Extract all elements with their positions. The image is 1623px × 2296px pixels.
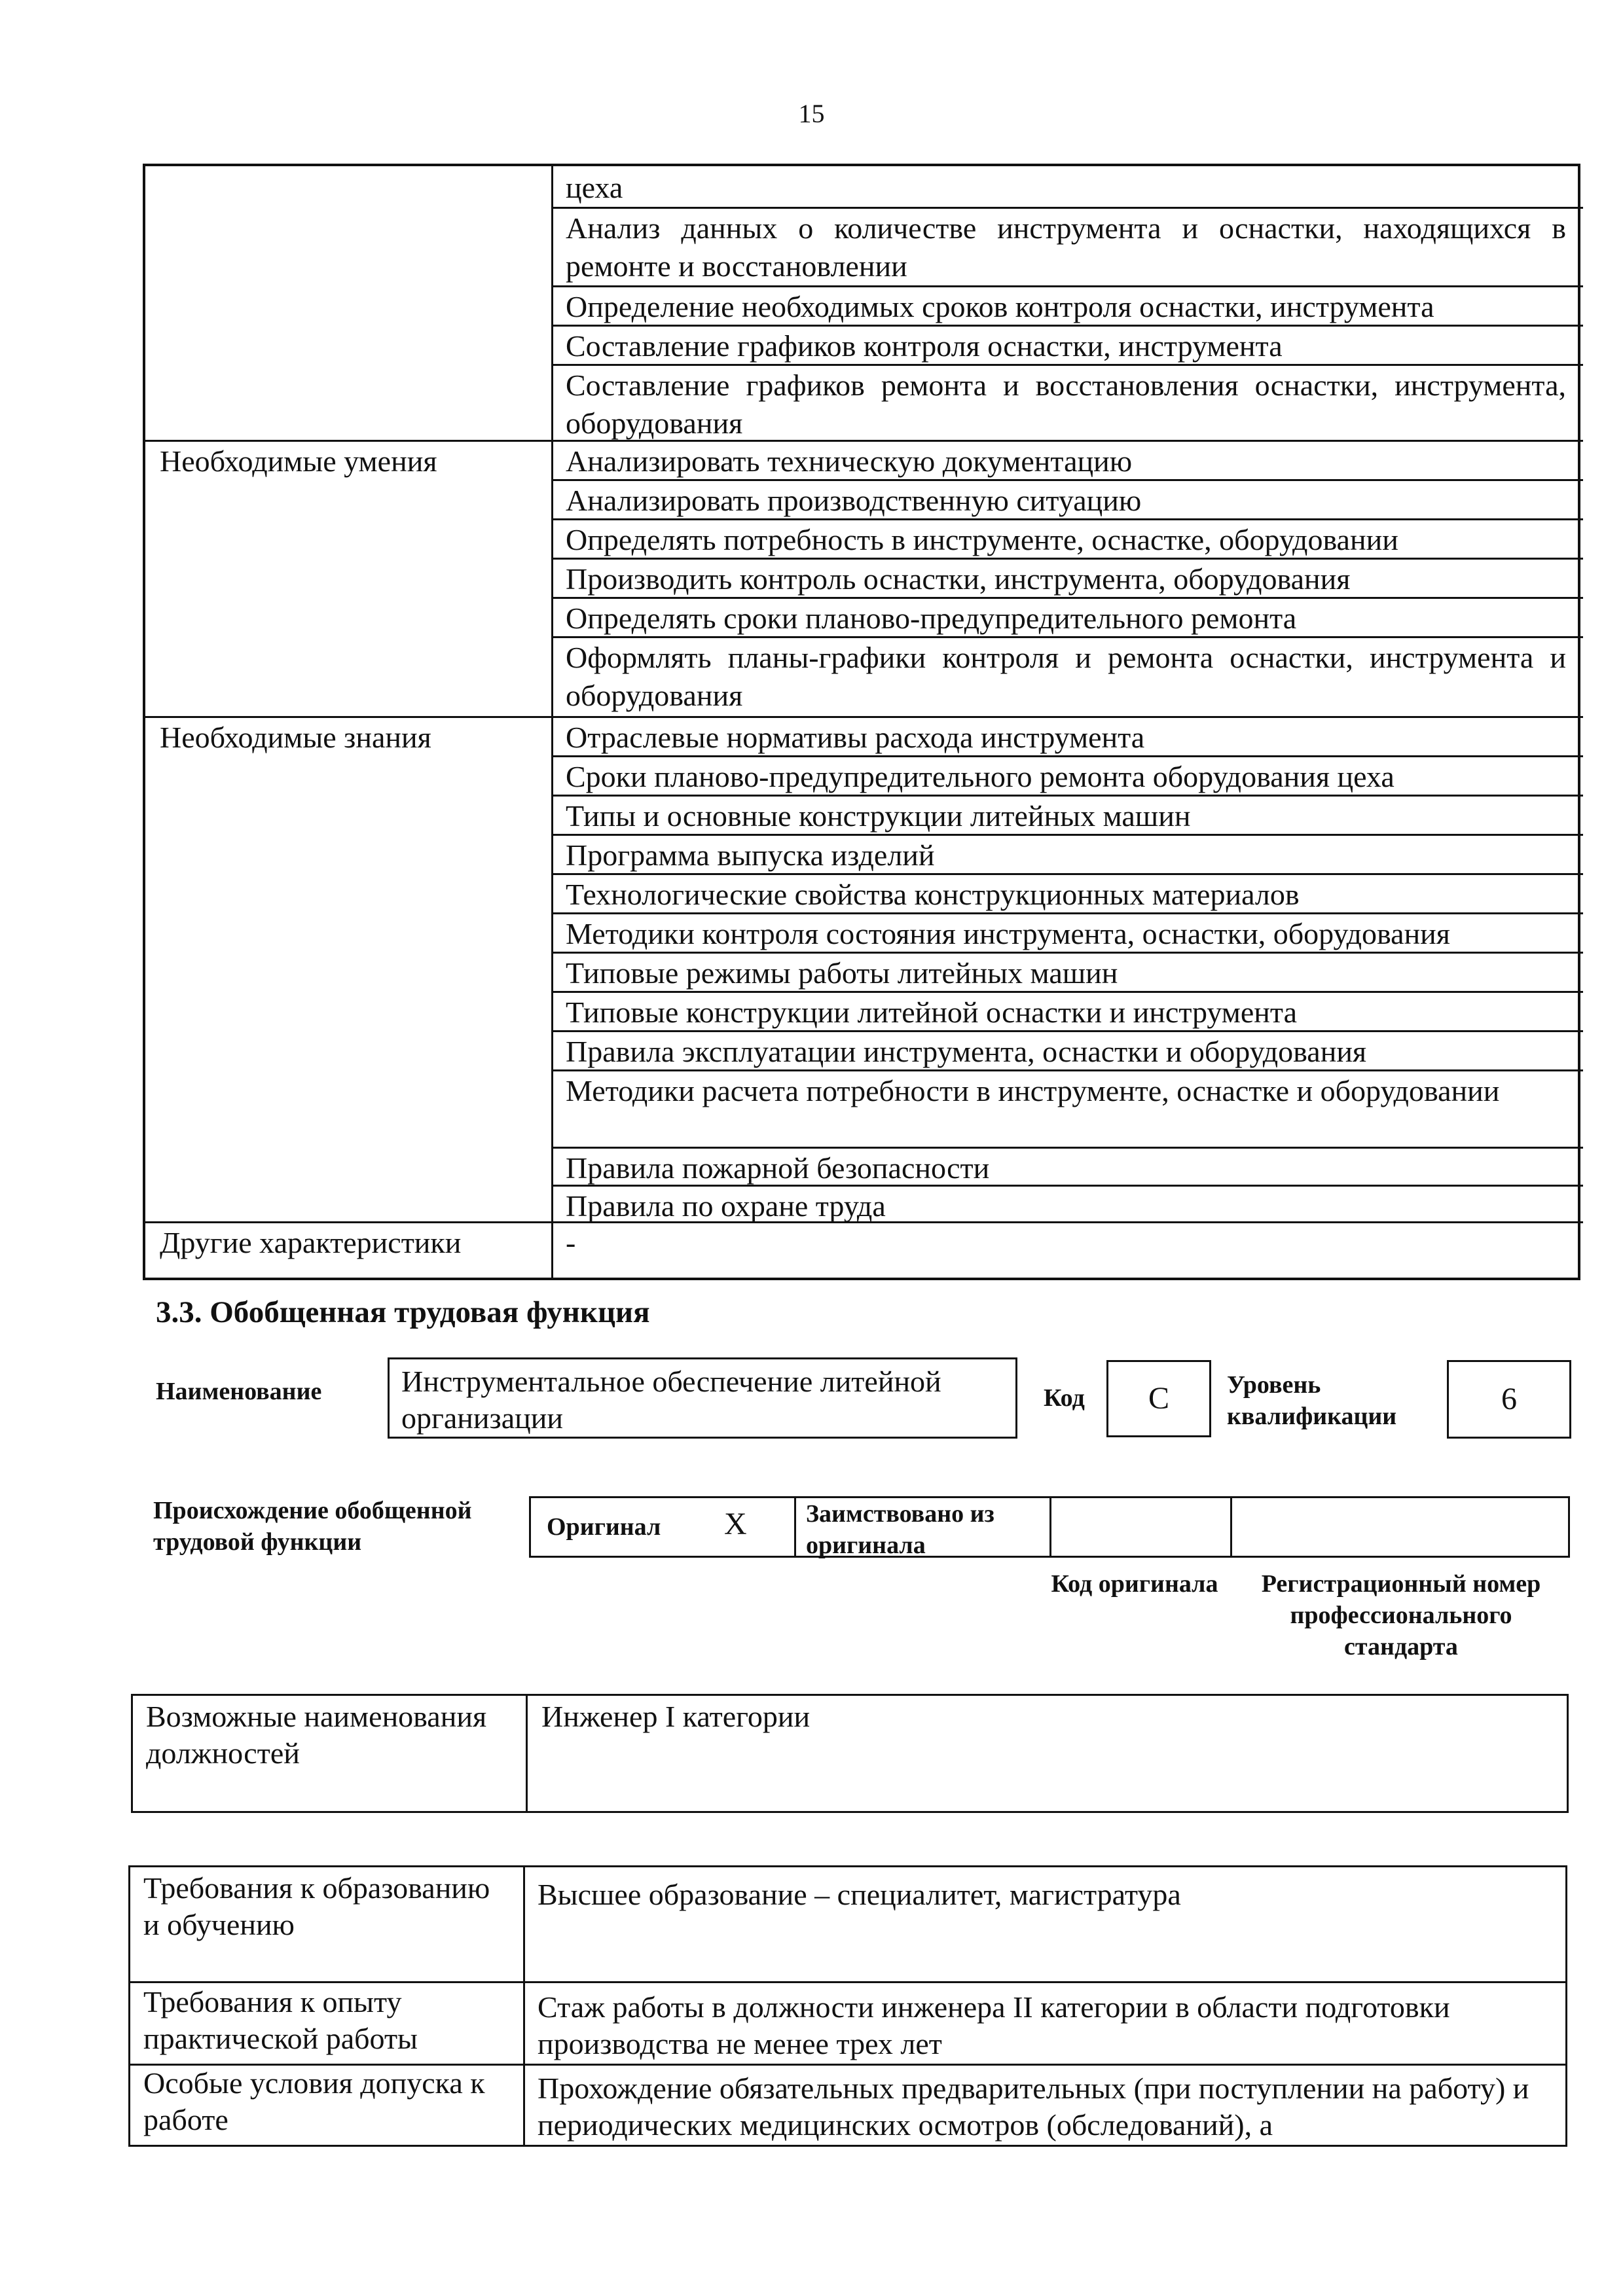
requirements-table	[128, 1865, 1567, 2147]
table-row: Составление графиков ремонта и восстановления оснастки, инструмента, оборудования	[566, 368, 1566, 440]
competency-table	[143, 164, 1580, 1280]
skill-item: Определять потребность в инструменте, оснастке, оборудовании	[566, 523, 1398, 556]
requirement-label: Особые условия допуска к работе	[143, 2066, 485, 2136]
table-row: цеха	[566, 171, 623, 204]
section-title: 3.3. Обобщенная трудовая функция	[156, 1295, 650, 1329]
knowledge-item: Программа выпуска изделий	[566, 838, 935, 872]
caption-code: Код оригинала	[1051, 1570, 1218, 1598]
knowledge-item: Сроки планово-предупредительного ремонта оборудования цеха	[566, 760, 1395, 793]
positions-table	[131, 1694, 1569, 1813]
requirement-label: Требования к опыту практической работы	[143, 1985, 418, 2055]
knowledge-item: Отраслевые нормативы расхода инструмента	[566, 721, 1145, 754]
knowledge-item: Типовые конструкции литейной оснастки и инструмента	[566, 996, 1298, 1029]
other-value: -	[566, 1226, 576, 1259]
caption-reg: Регистрационный номер профессионального стандарта	[1261, 1570, 1541, 1660]
knowledge-item: Правила по охране труда	[566, 1189, 886, 1223]
skills-label: Необходимые умения	[160, 444, 437, 478]
knowledge-item: Методики расчета потребности в инструменте, оснастке и оборудовании	[566, 1074, 1500, 1107]
requirement-value: Прохождение обязательных предварительных (при поступлении на работу) и периодических медицинских осмотров (обследований), а	[538, 2072, 1529, 2142]
code-value-box: С	[1106, 1360, 1211, 1437]
table-row: Составление графиков контроля оснастки, инструмента	[566, 329, 1283, 363]
skill-item: Оформлять планы-графики контроля и ремонта оснастки, инструмента и оборудования	[566, 641, 1566, 712]
knowledge-item: Типовые режимы работы литейных машин	[566, 956, 1118, 990]
page-number: 15	[798, 99, 825, 128]
requirement-label: Требования к образованию и обучению	[143, 1871, 490, 1941]
requirement-value: Стаж работы в должности инженера II категории в области подготовки производства не менее трех лет	[538, 1990, 1450, 2060]
name-label: Наименование	[156, 1378, 322, 1405]
skill-item: Производить контроль оснастки, инструмента, оборудования	[566, 562, 1351, 596]
level-label: Уровень квалификации	[1227, 1371, 1397, 1430]
requirement-value: Высшее образование – специалитет, магистратура	[538, 1878, 1181, 1911]
positions-label: Возможные наименования должностей	[146, 1700, 487, 1770]
knowledge-item: Типы и основные конструкции литейных машин	[566, 799, 1191, 833]
table-row: Определение необходимых сроков контроля оснастки, инструмента	[566, 290, 1434, 323]
origin-table	[529, 1496, 1570, 1558]
knowledge-item: Технологические свойства конструкционных материалов	[566, 878, 1300, 911]
knowledge-item: Правила эксплуатации инструмента, оснастки и оборудования	[566, 1035, 1367, 1068]
other-label: Другие характеристики	[160, 1226, 462, 1259]
original-mark: Х	[724, 1507, 747, 1541]
origin-label: Происхождение обобщенной трудовой функции	[153, 1497, 472, 1556]
original-label: Оригинал	[547, 1513, 661, 1541]
code-label: Код	[1044, 1384, 1085, 1412]
positions-value: Инженер I категории	[541, 1700, 811, 1733]
knowledge-item: Методики контроля состояния инструмента, оснастки, оборудования	[566, 917, 1450, 950]
skill-item: Определять сроки планово-предупредительного ремонта	[566, 601, 1297, 635]
level-value-box: 6	[1447, 1360, 1571, 1439]
table-row: Анализ данных о количестве инструмента и оснастки, находящихся в ремонте и восстановлении	[566, 211, 1566, 283]
borrowed-label: Заимствовано из оригинала	[806, 1500, 994, 1559]
skill-item: Анализировать техническую документацию	[566, 444, 1133, 478]
skill-item: Анализировать производственную ситуацию	[566, 484, 1142, 517]
name-value-box: Инструментальное обеспечение литейной организации	[388, 1357, 1017, 1439]
knowledge-label: Необходимые знания	[160, 721, 431, 754]
knowledge-item: Правила пожарной безопасности	[566, 1151, 990, 1185]
